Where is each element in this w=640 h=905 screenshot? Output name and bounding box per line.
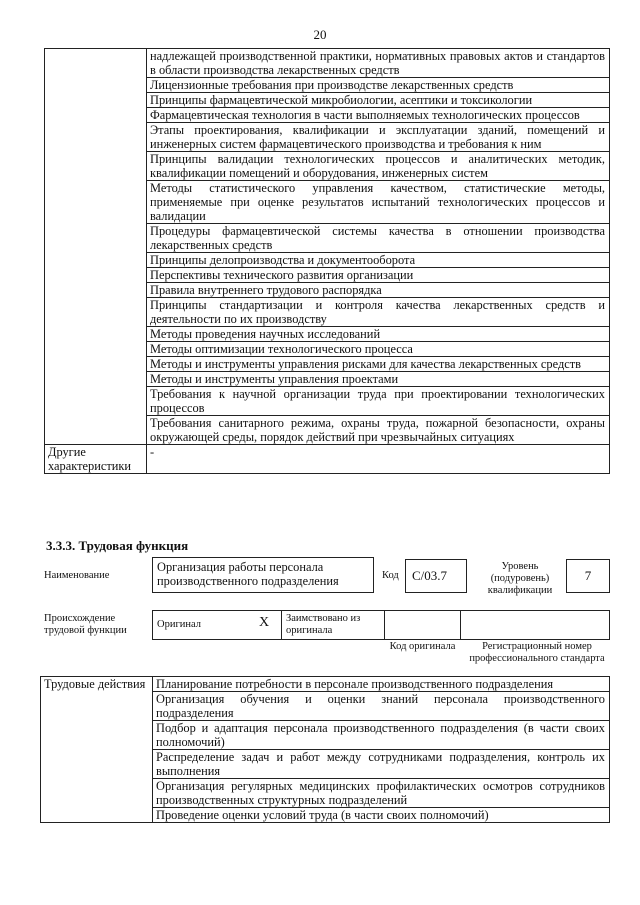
requirement-item: Требования к научной организации труда при проектировании технологических процессов <box>147 387 610 416</box>
other-characteristics-row <box>45 445 610 474</box>
requirement-item: Методы оптимизации технологического процесса <box>147 342 610 357</box>
labor-action-item: Организация регулярных медицинских профилактических осмотров сотрудников производственных структурных подразделений <box>153 779 610 808</box>
requirements-row <box>45 49 610 78</box>
labor-action-row <box>41 677 610 692</box>
other-characteristics-value: - <box>147 445 610 474</box>
other-characteristics-label: Другие характеристики <box>45 445 147 474</box>
labor-actions-label: Трудовые действия <box>41 677 153 823</box>
labor-action-item: Распределение задач и работ между сотрудниками подразделения, контроль их выполнения <box>153 750 610 779</box>
requirement-item: Методы и инструменты управления проектами <box>147 372 610 387</box>
code-original-cell <box>384 610 461 640</box>
name-label: Наименование <box>44 570 110 581</box>
labor-action-item: Планирование потребности в персонале производственного подразделения <box>153 677 610 692</box>
qualification-level-label: Уровень (подуровень) квалификации <box>487 561 553 596</box>
original-mark: X <box>259 615 270 630</box>
requirement-item: Требования санитарного режима, охраны труда, пожарной безопасности, охраны окружающей среды, порядок действий при чрезвычайных ситуациях <box>147 416 610 445</box>
requirement-item: Принципы стандартизации и контроля качества лекарственных средств и деятельности по их производству <box>147 298 610 327</box>
requirement-item: Лицензионные требования при производстве лекарственных средств <box>147 78 610 93</box>
origin-label: Происхождение трудовой функции <box>44 613 127 636</box>
requirements-left-cell <box>45 49 147 445</box>
code-label: Код <box>382 570 399 581</box>
reg-number-label: Регистрационный номер профессионального стандарта <box>469 641 605 664</box>
requirement-item: Принципы делопроизводства и документооборота <box>147 253 610 268</box>
labor-action-item: Подбор и адаптация персонала производственного подразделения (в части своих полномочий) <box>153 721 610 750</box>
borrowed-label: Заимствовано из оригинала <box>286 613 361 636</box>
requirement-item: Методы статистического управления качеством, статистические методы, применяемые при оценке результатов испытаний технологических процессов и валидации <box>147 181 610 224</box>
page-number: 20 <box>313 27 327 42</box>
requirement-item: Принципы фармацевтической микробиологии, асептики и токсикологии <box>147 93 610 108</box>
requirement-item: надлежащей производственной практики, нормативных правовых актов и стандартов в области производства лекарственных средств <box>147 49 610 78</box>
function-code-box: C/03.7 <box>405 559 467 593</box>
requirement-item: Правила внутреннего трудового распорядка <box>147 283 610 298</box>
original-label: Оригинал <box>157 619 201 630</box>
requirement-item: Процедуры фармацевтической системы качества в отношении производства лекарственных средств <box>147 224 610 253</box>
function-name-box: Организация работы персонала производственного подразделения <box>152 557 374 593</box>
original-cell <box>152 610 282 640</box>
requirement-item: Перспективы технического развития организации <box>147 268 610 283</box>
section-heading: 3.3.3. Трудовая функция <box>46 538 189 553</box>
requirement-item: Принципы валидации технологических процессов и аналитических методик, квалификации помещений и оборудования, инженерных систем <box>147 152 610 181</box>
reg-number-cell <box>460 610 610 640</box>
requirement-item: Методы и инструменты управления рисками для качества лекарственных средств <box>147 357 610 372</box>
requirement-item: Методы проведения научных исследований <box>147 327 610 342</box>
requirement-item: Фармацевтическая технология в части выполняемых технологических процессов <box>147 108 610 123</box>
requirements-table <box>44 48 610 474</box>
borrowed-cell <box>281 610 385 640</box>
code-original-label: Код оригинала <box>389 641 456 652</box>
qualification-level-box: 7 <box>566 559 610 593</box>
labor-action-item: Проведение оценки условий труда (в части своих полномочий) <box>153 808 610 823</box>
requirement-item: Этапы проектирования, квалификации и эксплуатации зданий, помещений и инженерных систем фармацевтического производства и требования к ним <box>147 123 610 152</box>
labor-action-item: Организация обучения и оценки знаний персонала производственного подразделения <box>153 692 610 721</box>
labor-actions-table <box>40 676 610 823</box>
